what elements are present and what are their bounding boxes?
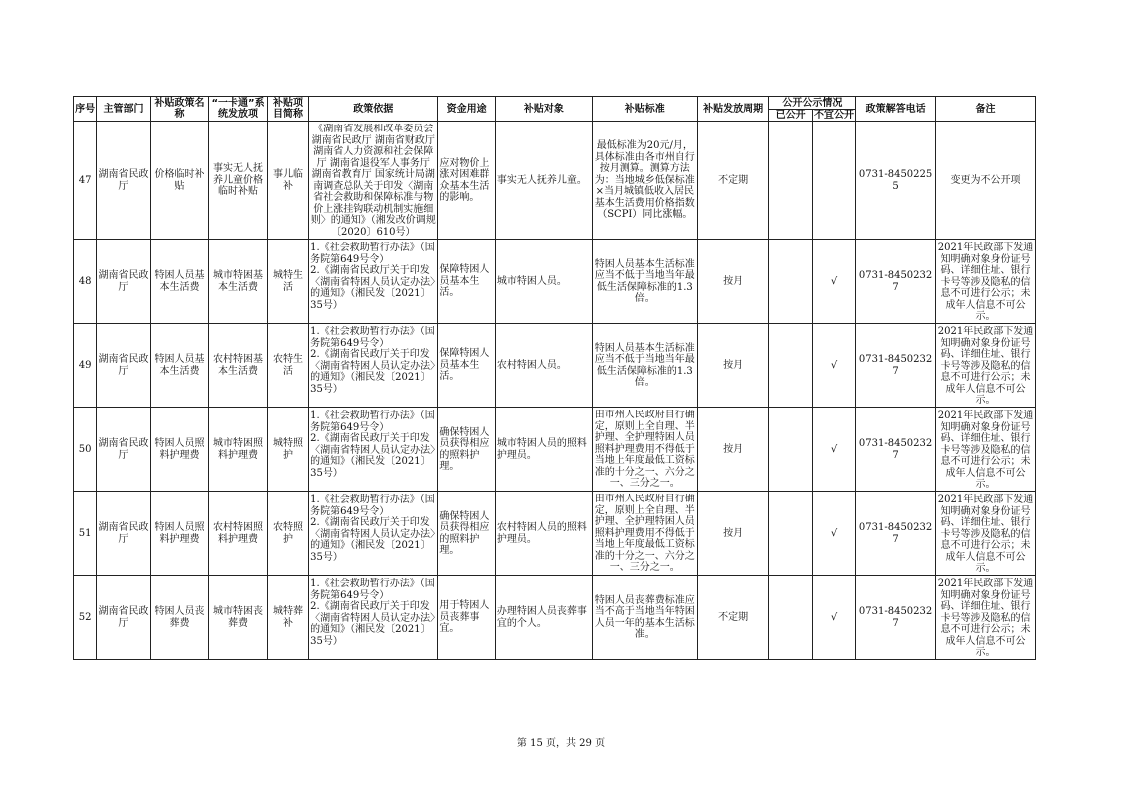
header-seq: 序号	[74, 97, 97, 122]
cell-phone: 0731-84502327	[856, 240, 936, 324]
cell-remark: 2021年民政部下发通知明确对象身份证号码、详细住址、银行卡号等涉及隐私的信息不可进行公示；未成年人信息不可公示。	[937, 326, 1034, 405]
cell-disclosed	[769, 324, 812, 408]
cell-dept: 湖南省民政厅	[97, 492, 151, 576]
cell-dept: 湖南省民政厅	[97, 576, 151, 660]
cell-phone: 0731-84502327	[856, 576, 936, 660]
table-row	[74, 408, 1036, 492]
cell-seq: 51	[74, 492, 97, 576]
cell-fund-usage: 保障特困人员基本生活。	[438, 324, 496, 408]
cell-fund-usage: 确保特困人员获得相应的照料护理。	[438, 492, 496, 576]
cell-policy-basis: 1.《社会救助暂行办法》（国务院第649号令） 2.《湖南省民政厅关于印发〈湖南省特困人员认定办法〉的通知》（湘民发〔2021〕35号）	[310, 326, 436, 395]
cell-fund-usage: 应对物价上涨对困难群众基本生活的影响。	[438, 122, 496, 240]
cell-phone: 0731-84502255	[856, 122, 936, 240]
cell-card-item: 农村特困基本生活费	[209, 324, 268, 408]
cell-seq: 47	[74, 122, 97, 240]
cell-dept: 湖南省民政厅	[97, 324, 151, 408]
cell-fund-usage: 用于特困人员丧葬事宜。	[438, 576, 496, 660]
page-footer: 第 15 页，共 29 页	[516, 738, 606, 749]
table-row	[74, 576, 1036, 660]
cell-fund-usage: 确保特困人员获得相应的照料护理。	[438, 408, 496, 492]
table-row	[74, 240, 1036, 324]
cell-disclosed	[769, 576, 812, 660]
cell-not-disclosed: √	[812, 492, 855, 576]
header-policy-basis: 政策依据	[309, 97, 438, 122]
cell-standard: 由市州人民政府自行确定，原则上全自理、半护理、全护理特困人员照料护理费用不得低于当地上年度最低工资标准的十分之一、六分之一、三分之一。	[594, 494, 695, 573]
cell-target: 农村特困人员。	[495, 324, 592, 408]
cell-remark: 2021年民政部下发通知明确对象身份证号码、详细住址、银行卡号等涉及隐私的信息不可进行公示；未成年人信息不可公示。	[937, 410, 1034, 489]
header-short-name: 补贴项目简称	[267, 97, 308, 122]
cell-remark: 2021年民政部下发通知明确对象身份证号码、详细住址、银行卡号等涉及隐私的信息不可进行公示；未成年人信息不可公示。	[937, 242, 1034, 321]
cell-card-item: 城市特困基本生活费	[209, 240, 268, 324]
header-remark: 备注	[935, 97, 1035, 122]
cell-policy-basis: 《湖南省发展和改革委员会 湖南省民政厅 湖南省财政厅 湖南省人力资源和社会保障厅 湖南省退役军人事务厅 湖南省教育厅 国家统计局湖南调查总队关于印发〈湖南省社会救助和保障标准与物价上涨挂钩联动机制实施细则〉的通知》（湘发改价调规〔2020〕610号）	[310, 124, 436, 237]
table-row	[74, 324, 1036, 408]
cell-seq: 50	[74, 408, 97, 492]
cell-policy-name: 特困人员基本生活费	[150, 324, 209, 408]
cell-policy-basis: 1.《社会救助暂行办法》（国务院第649号令） 2.《湖南省民政厅关于印发〈湖南省特困人员认定办法〉的通知》（湘民发〔2021〕35号）	[310, 494, 436, 563]
cell-not-disclosed: √	[812, 324, 855, 408]
cell-disclosed	[769, 122, 812, 240]
cell-target: 城市特困人员。	[495, 240, 592, 324]
cell-policy-basis: 1.《社会救助暂行办法》（国务院第649号令） 2.《湖南省民政厅关于印发〈湖南省特困人员认定办法〉的通知》（湘民发〔2021〕35号）	[310, 578, 436, 647]
cell-cycle: 按月	[697, 408, 769, 492]
cell-not-disclosed: √	[812, 408, 855, 492]
cell-seq: 52	[74, 576, 97, 660]
cell-target: 办理特困人员丧葬事宜的个人。	[495, 576, 592, 660]
cell-cycle: 按月	[697, 240, 769, 324]
cell-target: 事实无人抚养儿童。	[495, 122, 592, 240]
cell-short-name: 城特葬补	[267, 576, 308, 660]
cell-not-disclosed: √	[812, 576, 855, 660]
header-not-disclosed: 不宜公开	[814, 110, 855, 121]
header-target: 补贴对象	[495, 97, 592, 122]
cell-disclosed	[769, 408, 812, 492]
cell-short-name: 城特照护	[267, 408, 308, 492]
cell-remark: 2021年民政部下发通知明确对象身份证号码、详细住址、银行卡号等涉及隐私的信息不可进行公示；未成年人信息不可公示。	[937, 494, 1034, 573]
cell-card-item: 事实无人抚养儿童价格临时补贴	[209, 122, 268, 240]
cell-short-name: 事儿临补	[267, 122, 308, 240]
cell-cycle: 按月	[697, 492, 769, 576]
header-fund-usage: 资金用途	[438, 97, 496, 122]
cell-dept: 湖南省民政厅	[97, 122, 151, 240]
cell-standard: 特困人员丧葬费标准应当不高于当地当年特困人员一年的基本生活标准。	[594, 594, 695, 640]
cell-standard: 由市州人民政府自行确定，原则上全自理、半护理、全护理特困人员照料护理费用不得低于当地上年度最低工资标准的十分之一、六分之一、三分之一。	[594, 410, 695, 489]
cell-remark: 2021年民政部下发通知明确对象身份证号码、详细住址、银行卡号等涉及隐私的信息不可进行公示；未成年人信息不可公示。	[937, 578, 1034, 657]
cell-seq: 49	[74, 324, 97, 408]
cell-card-item: 农村特困照料护理费	[209, 492, 268, 576]
cell-dept: 湖南省民政厅	[97, 240, 151, 324]
cell-policy-name: 特困人员丧葬费	[150, 576, 209, 660]
cell-policy-basis: 1.《社会救助暂行办法》（国务院第649号令） 2.《湖南省民政厅关于印发〈湖南省特困人员认定办法〉的通知》（湘民发〔2021〕35号）	[310, 242, 436, 311]
cell-dept: 湖南省民政厅	[97, 408, 151, 492]
header-policy-name: 补贴政策名称	[150, 97, 209, 122]
cell-standard: 特困人员基本生活标准应当不低于当地当年最低生活保障标准的1.3倍。	[594, 258, 695, 304]
cell-disclosed	[769, 492, 812, 576]
cell-not-disclosed: √	[812, 240, 855, 324]
header-disclosed: 已公开	[769, 110, 812, 122]
cell-short-name: 城特生活	[267, 240, 308, 324]
cell-policy-name: 价格临时补贴	[150, 122, 209, 240]
cell-short-name: 农特照护	[267, 492, 308, 576]
cell-phone: 0731-84502327	[856, 492, 936, 576]
cell-standard: 最低标准为20元/月，具体标准由各市州自行按月测算。测算方法为：当地城乡低保标准×当月城镇低收入居民基本生活费用价格指数（SCPI）同比涨幅。	[594, 140, 695, 221]
cell-disclosed	[769, 240, 812, 324]
cell-not-disclosed	[812, 122, 855, 240]
cell-policy-basis: 1.《社会救助暂行办法》（国务院第649号令） 2.《湖南省民政厅关于印发〈湖南省特困人员认定办法〉的通知》（湘民发〔2021〕35号）	[310, 410, 436, 479]
cell-target: 农村特困人员的照料护理员。	[495, 492, 592, 576]
cell-standard: 特困人员基本生活标准应当不低于当地当年最低生活保障标准的1.3倍。	[594, 342, 695, 388]
header-dept: 主管部门	[97, 97, 151, 122]
cell-phone: 0731-84502327	[856, 324, 936, 408]
cell-cycle: 不定期	[697, 576, 769, 660]
cell-cycle: 按月	[697, 324, 769, 408]
header-standard: 补贴标准	[592, 97, 697, 122]
cell-policy-name: 特困人员照料护理费	[150, 492, 209, 576]
cell-card-item: 城市特困丧葬费	[209, 576, 268, 660]
cell-card-item: 城市特困照料护理费	[209, 408, 268, 492]
table-row	[74, 492, 1036, 576]
subsidy-policy-table	[73, 96, 1036, 660]
cell-policy-name: 特困人员照料护理费	[150, 408, 209, 492]
table-row	[74, 122, 1036, 240]
cell-cycle: 不定期	[697, 122, 769, 240]
cell-phone: 0731-84502327	[856, 408, 936, 492]
header-disclosure: 公开公示情况	[769, 97, 856, 110]
cell-seq: 48	[74, 240, 97, 324]
cell-target: 城市特困人员的照料护理员。	[495, 408, 592, 492]
header-card-item: “一卡通”系统发放项	[209, 97, 268, 122]
header-cycle: 补贴发放周期	[697, 97, 769, 122]
cell-short-name: 农特生活	[267, 324, 308, 408]
header-phone: 政策解答电话	[856, 97, 936, 122]
cell-fund-usage: 保障特困人员基本生活。	[438, 240, 496, 324]
cell-remark: 变更为不公开项	[935, 122, 1035, 240]
cell-policy-name: 特困人员基本生活费	[150, 240, 209, 324]
